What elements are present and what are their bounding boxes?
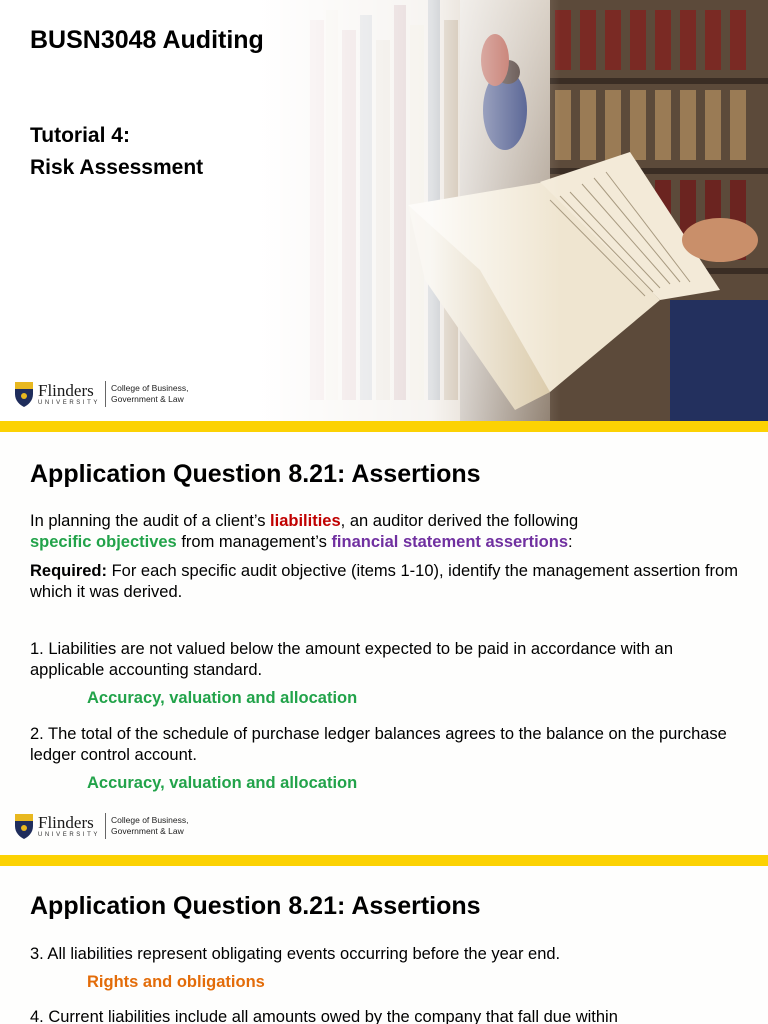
specific-objectives-highlight: specific objectives xyxy=(30,533,177,551)
liabilities-highlight: liabilities xyxy=(270,512,341,530)
slide-separator xyxy=(0,421,768,432)
answer-3: Rights and obligations xyxy=(87,973,265,991)
course-title: BUSN3048 Auditing xyxy=(30,26,264,54)
library-photo xyxy=(250,0,768,421)
slide-separator xyxy=(0,855,768,866)
question-slide-2 xyxy=(0,866,768,1024)
tutorial-number: Tutorial 4: xyxy=(30,124,130,147)
question-slide-1 xyxy=(0,432,768,855)
slide-title: Application Question 8.21: Assertions xyxy=(30,892,481,920)
answer-2: Accuracy, valuation and allocation xyxy=(87,774,358,792)
logo-name: Flinders xyxy=(38,381,94,400)
item-1: 1. Liabilities are not valued below the amount expected to be paid in accordance with an applicable accounting standard. xyxy=(30,640,674,679)
item-4: 4. Current liabilities include all amounts owed by the company that fall due within xyxy=(30,1008,618,1024)
logo-college-line2: Government & Law xyxy=(111,826,184,836)
answer-1: Accuracy, valuation and allocation xyxy=(87,689,358,707)
item-2: 2. The total of the schedule of purchase ledger balances agrees to the balance on the purchase ledger control account. xyxy=(30,725,727,764)
logo-college-line1: College of Business, xyxy=(111,383,189,393)
crest-icon xyxy=(14,380,34,408)
required-label: Required: xyxy=(30,562,108,580)
logo-name: Flinders xyxy=(38,813,94,832)
logo-college-line2: Government & Law xyxy=(111,394,184,404)
slide-title: Application Question 8.21: Assertions xyxy=(30,460,481,488)
assertions-highlight: financial statement assertions xyxy=(331,533,569,551)
logo-college-line1: College of Business, xyxy=(111,815,189,825)
item-3: 3. All liabilities represent obligating events occurring before the year end. xyxy=(30,945,561,963)
tutorial-topic: Risk Assessment xyxy=(30,156,204,179)
flinders-logo xyxy=(14,812,189,840)
flinders-logo xyxy=(14,380,189,408)
logo-university: UNIVERSITY xyxy=(38,400,101,406)
required-paragraph: Required: For each specific audit objective (items 1-10), identify the management assertion from which it was derived. xyxy=(30,562,738,601)
title-slide xyxy=(0,0,768,421)
crest-icon xyxy=(14,812,34,840)
logo-university: UNIVERSITY xyxy=(38,832,101,838)
intro-paragraph: In planning the audit of a client’s liabilities, an auditor derived the following specific objectives from management’s financial statement assertions: xyxy=(30,512,579,551)
